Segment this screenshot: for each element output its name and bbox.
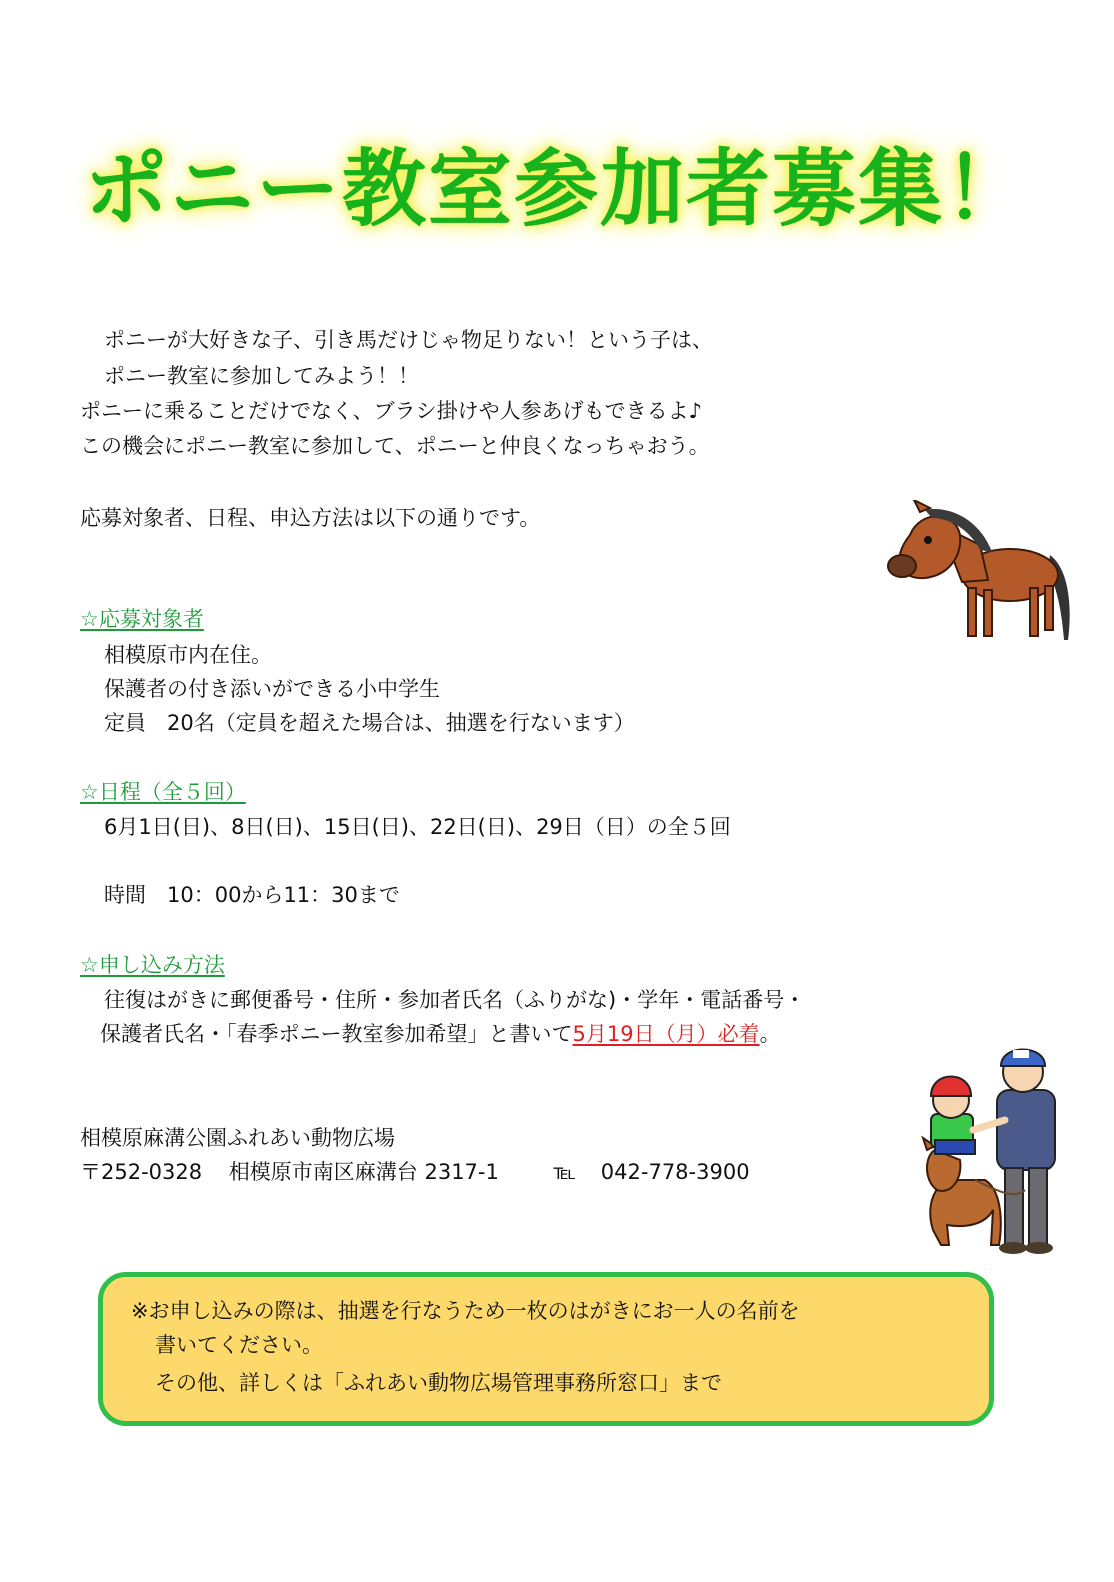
application-line-1: 往復はがきに郵便番号・住所・参加者氏名（ふりがな)・学年・電話番号・ (104, 988, 806, 1012)
contact-postal: 〒252-0328 (80, 1160, 203, 1184)
schedule-time: 時間 10：00から11：30まで (104, 883, 400, 907)
application-line-2 (100, 1020, 781, 1048)
contact-address: 相模原市南区麻溝台 2317-1 (228, 1160, 499, 1184)
intro-line-4: この機会にポニー教室に参加して、ポニーと仲良くなっちゃおう。 (80, 434, 710, 458)
application-line-2-prefix: 保護者氏名・「春季ポニー教室参加希望」と書いて (100, 1022, 573, 1046)
schedule-dates: 6月1日(日)、8日(日)、15日(日)、22日(日)、29日（日）の全５回 (104, 815, 731, 839)
intro-line-2: ポニー教室に参加してみよう！！ (104, 364, 419, 388)
contact-tel-label: ℡ (553, 1160, 577, 1184)
application-line-2-suffix: 。 (759, 1022, 781, 1046)
lead-text: 応募対象者、日程、申込方法は以下の通りです。 (80, 506, 541, 530)
eligibility-heading: ☆応募対象者 (80, 607, 204, 631)
pony-illustration (880, 500, 1080, 650)
child-riding-illustration (905, 1030, 1085, 1260)
page-title: ポニー教室参加者募集！ (83, 140, 1030, 238)
eligibility-line-1: 相模原市内在住。 (104, 643, 272, 667)
contact-name: 相模原麻溝公園ふれあい動物広場 (80, 1126, 395, 1150)
eligibility-line-3: 定員 20名（定員を超えた場合は、抽選を行ないます） (104, 711, 635, 735)
schedule-heading: ☆日程（全５回） (80, 780, 246, 804)
notice-line-3: その他、詳しくは「ふれあい動物広場管理事務所窓口」まで (155, 1371, 722, 1395)
intro-line-1: ポニーが大好きな子、引き馬だけじゃ物足りない！という子は、 (104, 328, 713, 352)
deadline-text: 5月19日（月）必着 (572, 1022, 760, 1046)
contact-address-line (80, 1158, 750, 1186)
application-heading: ☆申し込み方法 (80, 953, 225, 977)
intro-line-3: ポニーに乗ることだけでなく、ブラシ掛けや人参あげもできるよ♪ (80, 399, 702, 423)
notice-box (98, 1272, 994, 1426)
contact-tel: 042-778-3900 (600, 1160, 750, 1184)
notice-line-1: ※お申し込みの際は、抽選を行なうため一枚のはがきにお一人の名前を (131, 1299, 800, 1323)
notice-line-2: 書いてください。 (155, 1333, 323, 1357)
eligibility-line-2: 保護者の付き添いができる小中学生 (104, 677, 440, 701)
